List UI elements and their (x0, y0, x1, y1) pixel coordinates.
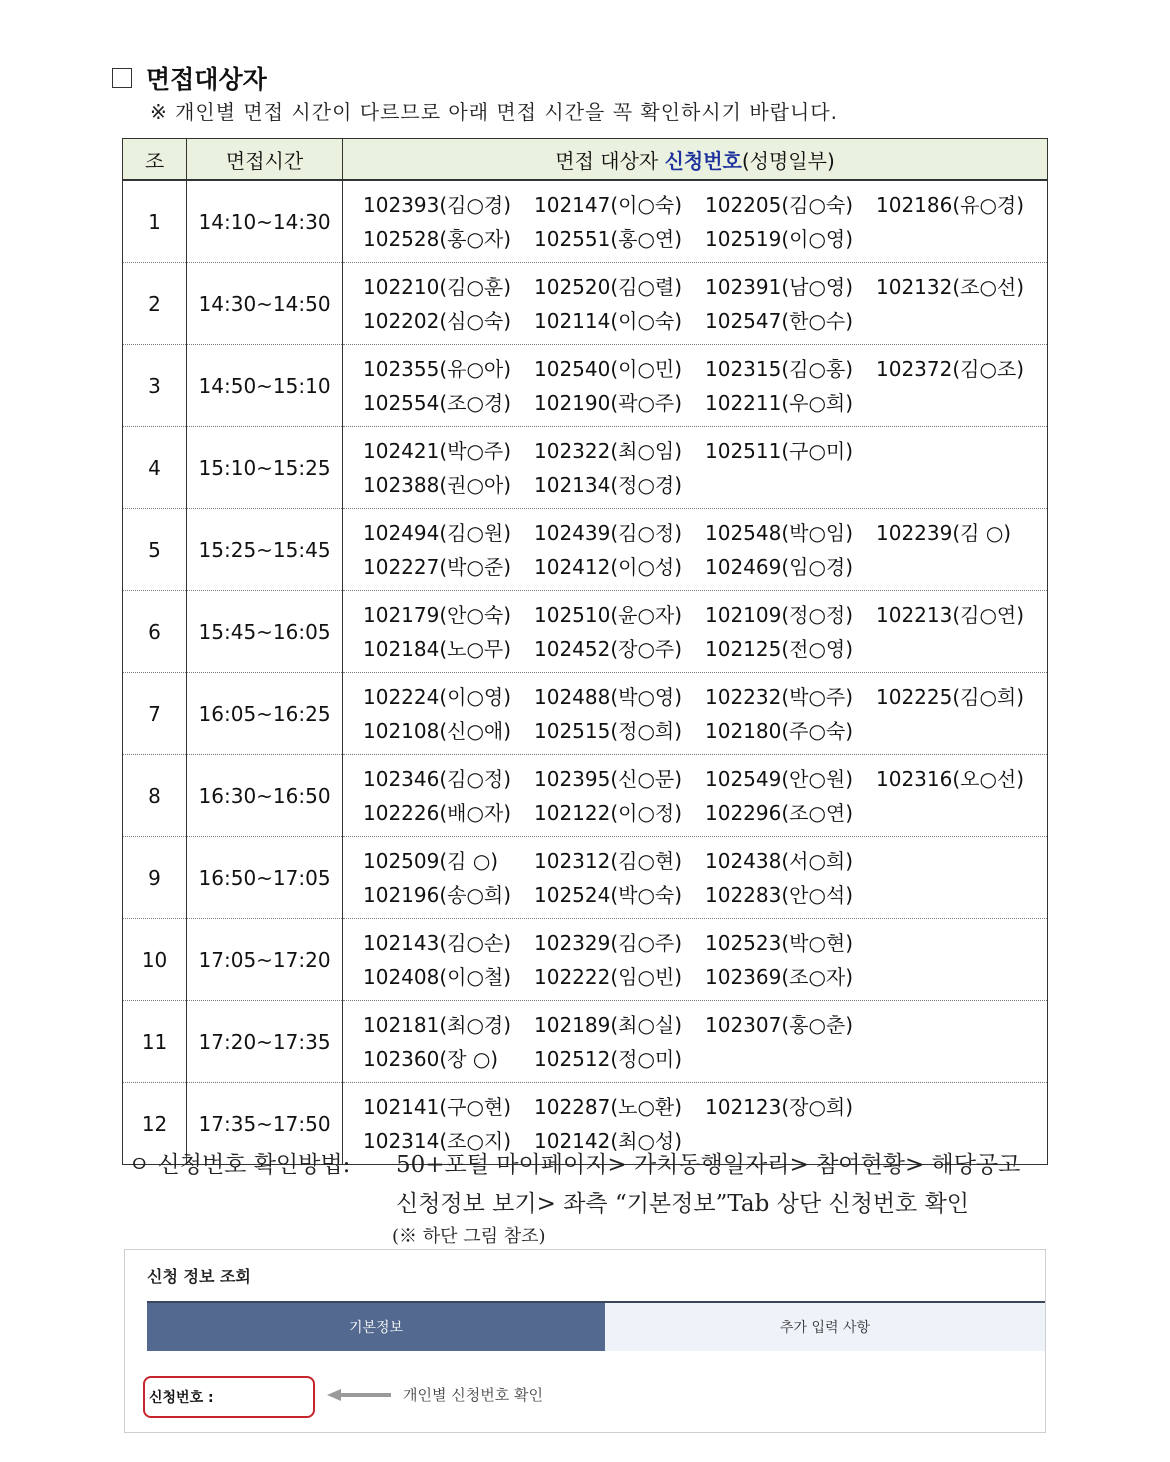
candidate-entry: 102283(안○석) (705, 882, 854, 907)
candidate-entry: 102142(최○성) (534, 1128, 683, 1153)
time-cell: 17:05~17:20 (187, 919, 343, 1001)
group-cell: 11 (123, 1001, 187, 1083)
arrow-left-icon (327, 1389, 391, 1401)
candidate-entry: 102316(오○선) (876, 766, 1025, 791)
candidate-entry: 102391(남○영) (705, 274, 854, 299)
candidate-entry: 102224(이○영) (363, 684, 512, 709)
candidate-entry: 102395(신○문) (534, 766, 683, 791)
candidate-entry: 102222(임○빈) (534, 964, 683, 989)
candidate-entry: 102520(김○렬) (534, 274, 683, 299)
candidate-entry: 102114(이○숙) (534, 308, 683, 333)
time-cell: 17:20~17:35 (187, 1001, 343, 1083)
arrow-caption: 개인별 신청번호 확인 (403, 1386, 543, 1404)
candidate-entry: 102307(홍○춘) (705, 1012, 854, 1037)
candidate-entry: 102210(김○훈) (363, 274, 512, 299)
candidate-entry: 102511(구○미) (705, 438, 854, 463)
candidate-line (363, 1042, 1047, 1076)
candidate-entry: 102296(조○연) (705, 800, 854, 825)
checkbox-icon (112, 68, 132, 88)
candidate-entry: 102452(장○주) (534, 636, 683, 661)
header-group: 조 (123, 139, 187, 181)
candidate-entry: 102554(조○경) (363, 390, 512, 415)
candidate-entry: 102312(김○현) (534, 848, 683, 873)
time-cell: 16:50~17:05 (187, 837, 343, 919)
candidate-entry: 102372(김○조) (876, 356, 1025, 381)
candidate-entry: 102239(김 ○) (876, 520, 1012, 545)
method-line2: 신청정보 보기> 좌측 “기본정보”Tab 상단 신청번호 확인 (396, 1191, 970, 1217)
group-cell: 6 (123, 591, 187, 673)
candidate-entry: 102202(심○숙) (363, 308, 512, 333)
candidate-line (363, 386, 1047, 420)
candidate-entry: 102360(장 ○) (363, 1046, 499, 1071)
candidate-entry: 102132(조○선) (876, 274, 1025, 299)
candidate-entry: 102388(권○아) (363, 472, 512, 497)
group-cell: 2 (123, 263, 187, 345)
application-info-panel (124, 1249, 1046, 1433)
candidate-entry: 102469(임○경) (705, 554, 854, 579)
method-line3: (※ 하단 그림 참조) (392, 1226, 546, 1247)
candidate-line (363, 632, 1047, 666)
candidate-entry: 102528(홍○자) (363, 226, 512, 251)
candidates-cell (343, 263, 1048, 345)
table-row (123, 180, 1048, 263)
candidate-entry: 102181(최○경) (363, 1012, 512, 1037)
candidate-entry: 102438(서○희) (705, 848, 854, 873)
time-cell: 17:35~17:50 (187, 1083, 343, 1165)
group-cell: 4 (123, 427, 187, 509)
candidate-entry: 102123(장○희) (705, 1094, 854, 1119)
candidate-entry: 102322(최○임) (534, 438, 683, 463)
candidate-entry: 102510(윤○자) (534, 602, 683, 627)
time-cell: 16:30~16:50 (187, 755, 343, 837)
candidate-entry: 102408(이○철) (363, 964, 512, 989)
group-cell: 7 (123, 673, 187, 755)
candidate-line (363, 926, 1047, 960)
candidates-cell (343, 755, 1048, 837)
candidate-line (363, 680, 1047, 714)
candidate-line (363, 796, 1047, 830)
candidate-entry: 102108(신○애) (363, 718, 512, 743)
candidate-entry: 102125(전○영) (705, 636, 854, 661)
candidate-entry: 102369(조○자) (705, 964, 854, 989)
candidate-entry: 102109(정○정) (705, 602, 854, 627)
table-header-row (123, 139, 1048, 181)
method-line1: 50+포털 마이페이지> 가치동행일자리> 참여현황> 해당공고 (396, 1152, 1021, 1178)
candidate-line (363, 270, 1047, 304)
panel-tabs (147, 1301, 1045, 1351)
group-cell: 9 (123, 837, 187, 919)
time-cell: 16:05~16:25 (187, 673, 343, 755)
candidate-entry: 102393(김○경) (363, 192, 512, 217)
group-cell: 1 (123, 180, 187, 263)
time-cell: 14:10~14:30 (187, 180, 343, 263)
candidate-line (363, 1008, 1047, 1042)
candidate-entry: 102179(안○숙) (363, 602, 512, 627)
candidate-entry: 102213(김○연) (876, 602, 1025, 627)
candidates-cell (343, 673, 1048, 755)
tab-extra-input[interactable]: 추가 입력 사항 (605, 1303, 1045, 1351)
application-number-label: 신청번호 : (149, 1390, 214, 1406)
candidate-entry: 102329(김○주) (534, 930, 683, 955)
candidate-entry: 102315(김○홍) (705, 356, 854, 381)
table-row (123, 509, 1048, 591)
panel-title: 신청 정보 조회 (147, 1267, 251, 1286)
candidate-entry: 102523(박○현) (705, 930, 854, 955)
candidate-entry: 102519(이○영) (705, 226, 854, 251)
candidate-entry: 102211(우○희) (705, 390, 854, 415)
method-label: ㅇ 신청번호 확인방법: (128, 1152, 351, 1178)
candidate-line (363, 598, 1047, 632)
candidate-line (363, 516, 1047, 550)
candidate-entry: 102122(이○정) (534, 800, 683, 825)
header-time: 면접시간 (187, 139, 343, 181)
interview-schedule-table (122, 138, 1048, 1165)
candidate-entry: 102225(김○희) (876, 684, 1025, 709)
candidate-entry: 102488(박○영) (534, 684, 683, 709)
table-row (123, 263, 1048, 345)
candidate-entry: 102540(이○민) (534, 356, 683, 381)
candidate-entry: 102143(김○손) (363, 930, 512, 955)
candidate-line (363, 352, 1047, 386)
group-cell: 5 (123, 509, 187, 591)
candidate-line (363, 878, 1047, 912)
time-cell: 14:30~14:50 (187, 263, 343, 345)
table-row (123, 427, 1048, 509)
check-method (128, 1146, 1020, 1248)
group-cell: 8 (123, 755, 187, 837)
candidates-cell (343, 837, 1048, 919)
candidates-cell (343, 427, 1048, 509)
candidate-entry: 102227(박○준) (363, 554, 512, 579)
tab-basic-info[interactable]: 기본정보 (147, 1303, 605, 1351)
candidate-line (363, 304, 1047, 338)
candidate-entry: 102226(배○자) (363, 800, 512, 825)
notice-text: ※ 개인별 면접 시간이 다르므로 아래 면접 시간을 꼭 확인하시기 바랍니다. (150, 100, 838, 124)
candidate-entry: 102180(주○숙) (705, 718, 854, 743)
section-title: 면접대상자 (146, 65, 267, 94)
table-row (123, 919, 1048, 1001)
candidate-entry: 102509(김 ○) (363, 848, 499, 873)
table-row (123, 837, 1048, 919)
group-cell: 12 (123, 1083, 187, 1165)
candidates-cell (343, 509, 1048, 591)
candidate-entry: 102287(노○환) (534, 1094, 683, 1119)
table-body (123, 180, 1048, 1165)
candidate-line (363, 188, 1047, 222)
time-cell: 15:25~15:45 (187, 509, 343, 591)
candidate-entry: 102189(최○실) (534, 1012, 683, 1037)
table-row (123, 673, 1048, 755)
candidate-line (363, 844, 1047, 878)
candidate-entry: 102548(박○임) (705, 520, 854, 545)
candidate-entry: 102421(박○주) (363, 438, 512, 463)
candidates-cell (343, 180, 1048, 263)
candidate-entry: 102547(한○수) (705, 308, 854, 333)
candidate-entry: 102355(유○아) (363, 356, 512, 381)
candidate-entry: 102494(김○원) (363, 520, 512, 545)
candidate-entry: 102515(정○희) (534, 718, 683, 743)
candidate-line (363, 434, 1047, 468)
application-number-box (143, 1376, 315, 1418)
candidate-entry: 102346(김○정) (363, 766, 512, 791)
candidate-entry: 102524(박○숙) (534, 882, 683, 907)
candidate-line (363, 960, 1047, 994)
time-cell: 14:50~15:10 (187, 345, 343, 427)
candidate-entry: 102551(홍○연) (534, 226, 683, 251)
table-row (123, 345, 1048, 427)
candidate-entry: 102549(안○원) (705, 766, 854, 791)
time-cell: 15:45~16:05 (187, 591, 343, 673)
header-candidates: 면접 대상자 신청번호(성명일부) (343, 139, 1048, 181)
group-cell: 3 (123, 345, 187, 427)
candidate-line (363, 468, 1047, 502)
candidate-entry: 102205(김○숙) (705, 192, 854, 217)
candidates-cell (343, 1001, 1048, 1083)
table-row (123, 755, 1048, 837)
candidates-cell (343, 591, 1048, 673)
candidate-line (363, 550, 1047, 584)
candidate-entry: 102186(유○경) (876, 192, 1025, 217)
candidate-line (363, 714, 1047, 748)
candidate-entry: 102412(이○성) (534, 554, 683, 579)
group-cell: 10 (123, 919, 187, 1001)
candidates-cell (343, 345, 1048, 427)
candidate-line (363, 1090, 1047, 1124)
candidate-entry: 102512(정○미) (534, 1046, 683, 1071)
candidates-cell (343, 919, 1048, 1001)
section-heading (112, 60, 267, 96)
candidate-entry: 102134(정○경) (534, 472, 683, 497)
candidate-entry: 102141(구○현) (363, 1094, 512, 1119)
candidate-line (363, 222, 1047, 256)
candidate-entry: 102232(박○주) (705, 684, 854, 709)
candidate-entry: 102190(곽○주) (534, 390, 683, 415)
candidate-entry: 102439(김○정) (534, 520, 683, 545)
table-row (123, 591, 1048, 673)
candidate-line (363, 762, 1047, 796)
table-row (123, 1001, 1048, 1083)
candidate-entry: 102314(조○지) (363, 1128, 512, 1153)
time-cell: 15:10~15:25 (187, 427, 343, 509)
header-highlight: 신청번호 (664, 148, 742, 173)
candidate-entry: 102196(송○희) (363, 882, 512, 907)
candidate-entry: 102184(노○무) (363, 636, 512, 661)
candidate-entry: 102147(이○숙) (534, 192, 683, 217)
